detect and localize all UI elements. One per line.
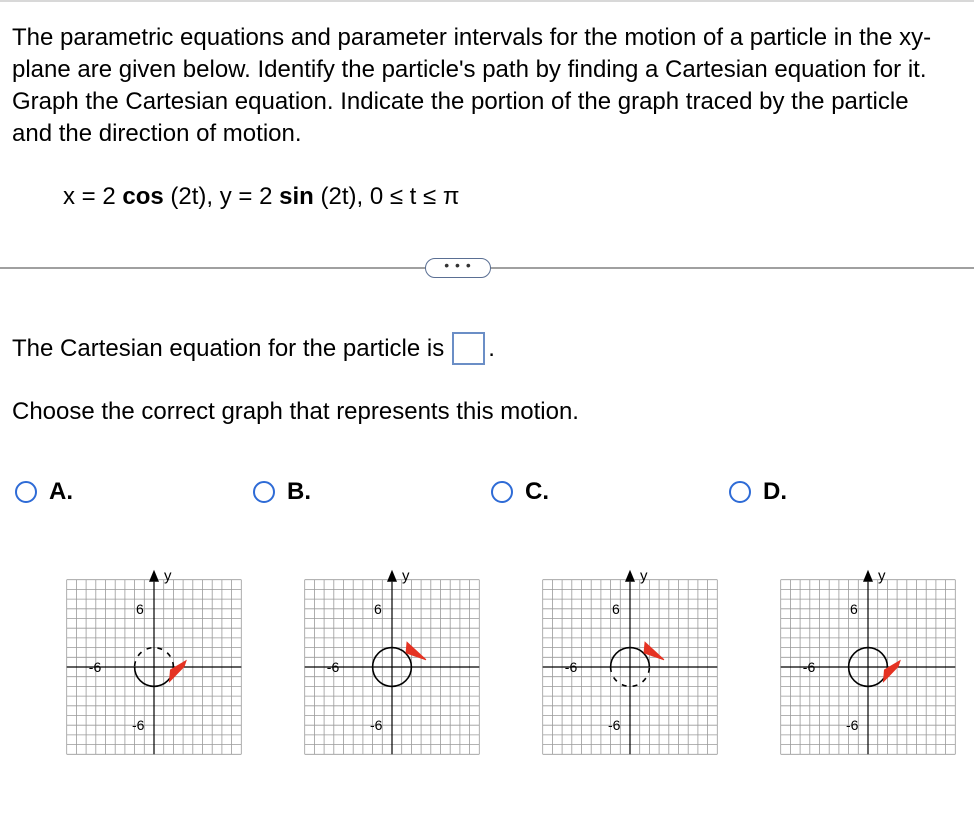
choose-graph-label: Choose the correct graph that represents this motion. [12,398,579,425]
left-tick-label: -6 [802,659,816,675]
sin-function: sin [279,183,314,210]
y-axis-label: y [402,567,410,585]
parametric-equations [63,183,459,211]
option-c-label: C. [525,478,549,505]
y-axis-arrow-icon [387,570,397,582]
bottom-tick-label: -6 [370,717,383,734]
y-axis-label: y [640,567,648,585]
direction-arrow-icon [884,661,900,682]
y-axis-arrow-icon [625,570,635,582]
answer-period: . [488,334,495,362]
cartesian-equation-input[interactable] [452,332,485,365]
question-prompt: The parametric equations and parameter intervals for the motion of a particle in the xy-plane are given below. Identify the particle's path by finding a Cartesian equation for it. Graph the Cartesian equation. Indicate the portion of the graph traced by the particle and the direction of motion. [12,24,932,147]
x-equation-arg: (2t), [163,183,220,210]
cos-function: cos [122,183,164,210]
y-axis-label: y [164,567,172,585]
graph-option-a[interactable] [62,524,247,759]
option-a[interactable] [15,478,73,506]
top-tick-label: 6 [850,600,858,617]
option-b-radio[interactable] [253,481,275,503]
option-c[interactable] [491,478,549,506]
answer-line [12,332,495,365]
y-axis-arrow-icon [863,570,873,582]
graph-option-d[interactable] [776,524,961,759]
option-a-label: A. [49,478,73,505]
left-tick-label: -6 [564,659,578,675]
direction-arrow-icon [170,661,186,682]
top-tick-label: 6 [374,600,382,617]
more-options-button[interactable]: • • • [425,258,491,278]
y-axis-label: y [878,567,886,585]
bottom-tick-label: -6 [608,717,621,734]
top-tick-label: 6 [136,600,144,617]
option-b-label: B. [287,478,311,505]
option-b[interactable] [253,478,311,506]
option-a-radio[interactable] [15,481,37,503]
top-tick-label: 6 [612,600,620,617]
top-border [0,0,974,2]
option-d-radio[interactable] [729,481,751,503]
y-equation-prefix: y = 2 [219,183,280,210]
y-axis-arrow-icon [149,570,159,582]
cartesian-equation-label: The Cartesian equation for the particle is [12,334,445,362]
x-equation-prefix: x = 2 [63,183,123,210]
option-d-label: D. [763,478,787,505]
bottom-tick-label: -6 [132,717,145,734]
bottom-tick-label: -6 [846,717,859,734]
parameter-interval: 0 ≤ t ≤ π [369,183,460,210]
left-tick-label: -6 [326,659,340,675]
option-c-radio[interactable] [491,481,513,503]
y-equation-arg: (2t), [313,183,370,210]
option-d[interactable] [729,478,787,506]
left-tick-label: -6 [88,659,102,675]
graph-option-c[interactable] [538,524,723,759]
graph-option-b[interactable] [300,524,485,759]
